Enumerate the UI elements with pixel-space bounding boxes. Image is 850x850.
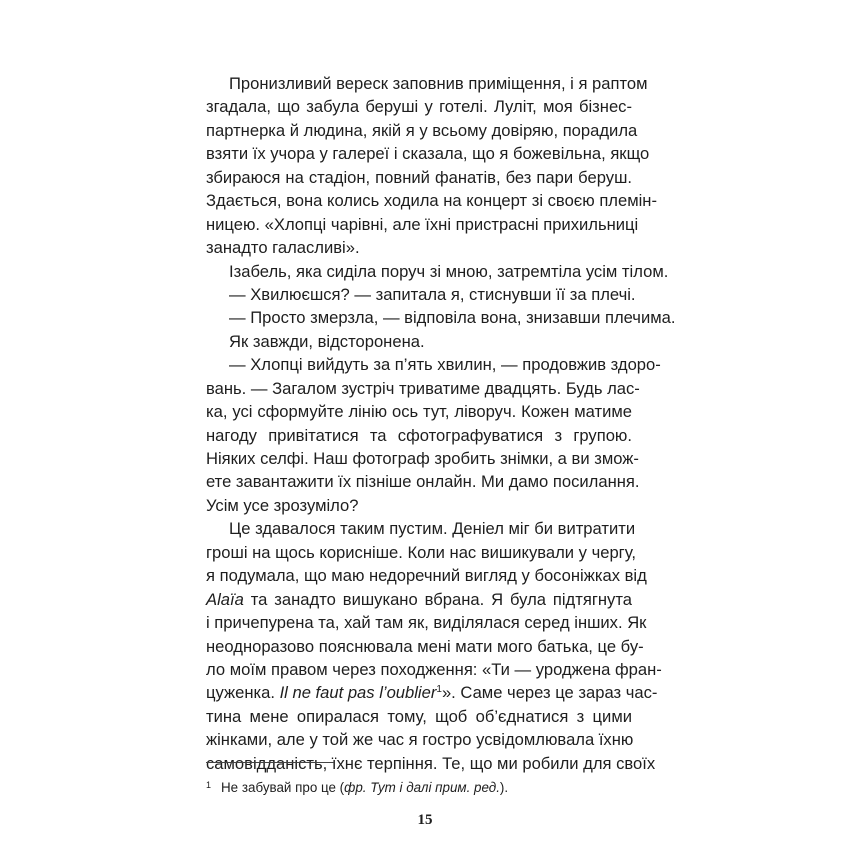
text-line: неодноразово пояснювала мені мати мого батька, це бу-	[206, 636, 644, 656]
text-line: Усім усе зрозуміло?	[206, 495, 359, 515]
text-line: самовідданість, їхнє терпіння. Те, що ми робили для своїх	[206, 753, 656, 773]
text-line: — Просто змерзла, — відповіла вона, знизавши плечима.	[229, 308, 676, 328]
text-line: ете завантажити їх пізніше онлайн. Ми дамо посилання.	[206, 472, 640, 492]
italic-phrase: Alaïa	[206, 589, 244, 609]
text-line: — Хлопці вийдуть за п’ять хвилин, — продовжив здоро-	[229, 355, 661, 375]
text-line: ницею. «Хлопці чарівні, але їхні пристрасні прихильниці	[206, 214, 639, 234]
text-line: ка, усі сформуйте лінію ось тут, ліворуч. Кожен матиме	[206, 402, 632, 422]
text-line: Здається, вона колись ходила на концерт зі своєю племін-	[206, 191, 657, 211]
text-line: нагоду привітатися та сфотографуватися з групою.	[206, 425, 632, 445]
text-line: згадала, що забула беруші у готелі. Луліт, моя бізнес-	[206, 97, 632, 117]
text-line: жінками, але у той же час я гостро усвідомлювала їхню	[206, 730, 634, 750]
text-line: ло моїм правом через походження: «Ти — уроджена фран-	[206, 659, 662, 679]
text-line: я подумала, що маю недоречний вигляд у босоніжках від	[206, 566, 647, 586]
text-line: Це здавалося таким пустим. Деніел міг би витратити	[229, 519, 636, 539]
text-line: Ізабель, яка сиділа поруч зі мною, затремтіла усім тілом.	[229, 261, 669, 281]
footnote-text-after: ).	[499, 780, 509, 795]
text-line: занадто галасливі».	[206, 238, 360, 258]
footnote-reference: 1	[436, 684, 442, 696]
page-number: 15	[417, 812, 433, 828]
footnote-text-before: Не забувай про це (	[221, 780, 345, 795]
text-line: тина мене опиралася тому, щоб об’єднатися з цими	[206, 706, 632, 726]
text-line: — Хвилюєшся? — запитала я, стиснувши її за плечі.	[229, 284, 636, 304]
text-line: Як завжди, відсторонена.	[229, 331, 425, 351]
text-line: цуженка. Il ne faut pas l’oublier$^1$». Саме через це зараз час-	[206, 683, 658, 703]
text-line: збираюся на стадіон, повний фанатів, без пари беруш.	[206, 167, 632, 187]
footnote-mark: 1	[206, 780, 212, 790]
text-line: Пронизливий вереск заповнив приміщення, і я раптом	[229, 74, 648, 93]
text-line: гроші на щось корисніше. Коли нас вишикували у чергу,	[206, 542, 636, 562]
text-line: і причепурена та, хай там як, виділялася серед інших. Як	[206, 613, 647, 633]
text-line: вань. — Загалом зустріч триватиме двадцять. Будь лас-	[206, 378, 640, 398]
footnote	[206, 776, 632, 797]
italic-phrase: Il ne faut pas l’oublier	[279, 683, 437, 703]
footnote-text-italic: фр. Тут і далі прим. ред.	[344, 780, 500, 795]
footnote-divider	[206, 762, 334, 763]
text-line: партнерка й людина, якій я у всьому довіряю, порадила	[206, 120, 638, 140]
body-text	[206, 72, 676, 775]
text-line: взяти їх учора у галереї і сказала, що я божевільна, якщо	[206, 144, 650, 164]
text-line: Ніяких селфі. Наш фотограф зробить знімки, а ви змож-	[206, 449, 639, 468]
text-line: Alaïa та занадто вишукано вбрана. Я була підтягнута	[206, 589, 632, 609]
